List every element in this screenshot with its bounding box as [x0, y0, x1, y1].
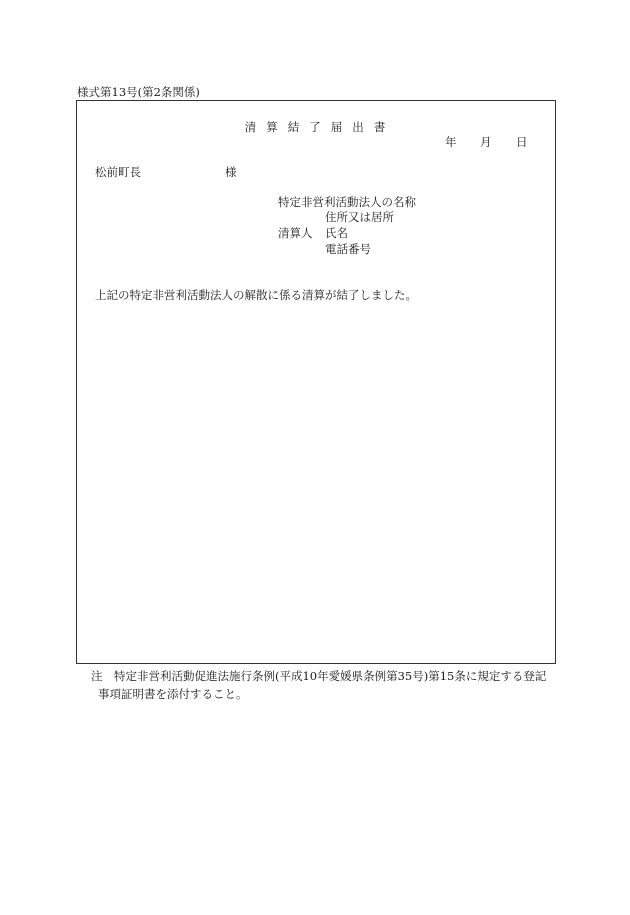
- body-statement: 上記の特定非営利活動法人の解散に係る清算が結了しました。: [95, 288, 417, 302]
- note-text-line-2: 事項証明書を添付すること。: [98, 687, 248, 701]
- date-year-label: 年: [445, 135, 457, 149]
- note-text-line-1: 特定非営利活動促進法施行条例(平成10年愛媛県条例第35号)第15条に規定する登記: [114, 669, 547, 683]
- corp-name-label: 特定非営利活動法人の名称: [278, 195, 416, 209]
- date-month-label: 月: [480, 135, 492, 149]
- form-box: [76, 100, 556, 664]
- note-mark: 注: [91, 669, 103, 683]
- liquidator-role-label: 清算人: [278, 226, 313, 240]
- addressee: 松前町長: [95, 165, 141, 179]
- address-label: 住所又は居所: [325, 210, 394, 224]
- liquidator-name-label: 氏名: [325, 226, 348, 240]
- form-title: 清算結了届出書: [244, 120, 396, 134]
- addressee-honorific: 様: [225, 165, 237, 179]
- phone-label: 電話番号: [325, 242, 371, 256]
- form-number: 様式第13号(第2条関係): [77, 85, 200, 99]
- date-day-label: 日: [516, 135, 528, 149]
